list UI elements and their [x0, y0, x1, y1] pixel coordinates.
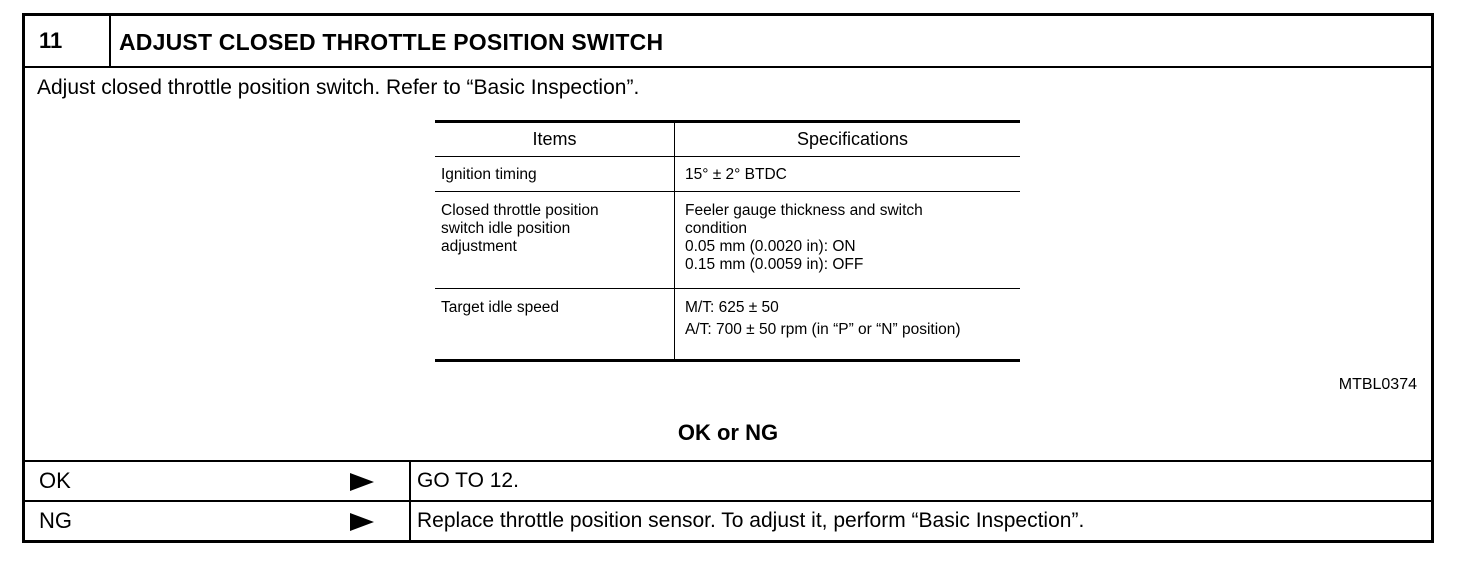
table-header-row — [435, 123, 1020, 157]
table-row — [435, 192, 1020, 289]
verdict-prompt: OK or NG — [677, 420, 779, 445]
item-text: adjustment — [441, 238, 517, 255]
item-cell — [435, 289, 675, 359]
item-text: Ignition timing — [441, 166, 537, 183]
column-header-specifications: Specifications — [796, 129, 909, 149]
spec-cell — [675, 157, 1020, 191]
table-row — [435, 289, 1020, 359]
step-title: ADJUST CLOSED THROTTLE POSITION SWITCH — [119, 29, 664, 55]
divider — [409, 462, 411, 500]
item-text: Closed throttle position — [441, 202, 599, 219]
divider — [409, 502, 411, 540]
spec-text: 0.15 mm (0.0059 in): OFF — [685, 256, 864, 273]
item-text: switch idle position — [441, 220, 571, 237]
spec-text: A/T: 700 ± 50 rpm (in “P” or “N” position) — [685, 321, 961, 338]
item-text: Target idle speed — [441, 299, 560, 316]
result-label: OK — [39, 468, 71, 493]
table-row — [435, 157, 1020, 192]
spec-text: 15° ± 2° BTDC — [685, 166, 787, 183]
step-header — [25, 16, 1431, 68]
result-action: Replace throttle position sensor. To adjust it, perform “Basic Inspection”. — [417, 509, 1085, 532]
right-arrow-icon — [350, 473, 374, 491]
spec-cell — [675, 192, 1020, 288]
specification-table — [435, 120, 1020, 362]
spec-text: M/T: 625 ± 50 — [685, 299, 779, 316]
result-row-ng — [25, 500, 1431, 540]
spec-text: Feeler gauge thickness and switch — [685, 202, 923, 219]
item-cell — [435, 192, 675, 288]
figure-code: MTBL0374 — [1338, 376, 1417, 393]
spec-text: 0.05 mm (0.0020 in): ON — [685, 238, 856, 255]
spec-text: condition — [685, 220, 748, 237]
result-row-ok — [25, 460, 1431, 500]
spec-cell — [675, 289, 1020, 359]
column-header-items: Items — [435, 123, 675, 156]
diagnostic-step-frame — [22, 13, 1434, 543]
step-instruction: Adjust closed throttle position switch. Refer to “Basic Inspection”. — [37, 76, 640, 99]
step-number: 11 — [25, 16, 111, 66]
right-arrow-icon — [350, 513, 374, 531]
result-action: GO TO 12. — [417, 469, 519, 492]
result-label: NG — [39, 508, 72, 533]
item-cell — [435, 157, 675, 191]
